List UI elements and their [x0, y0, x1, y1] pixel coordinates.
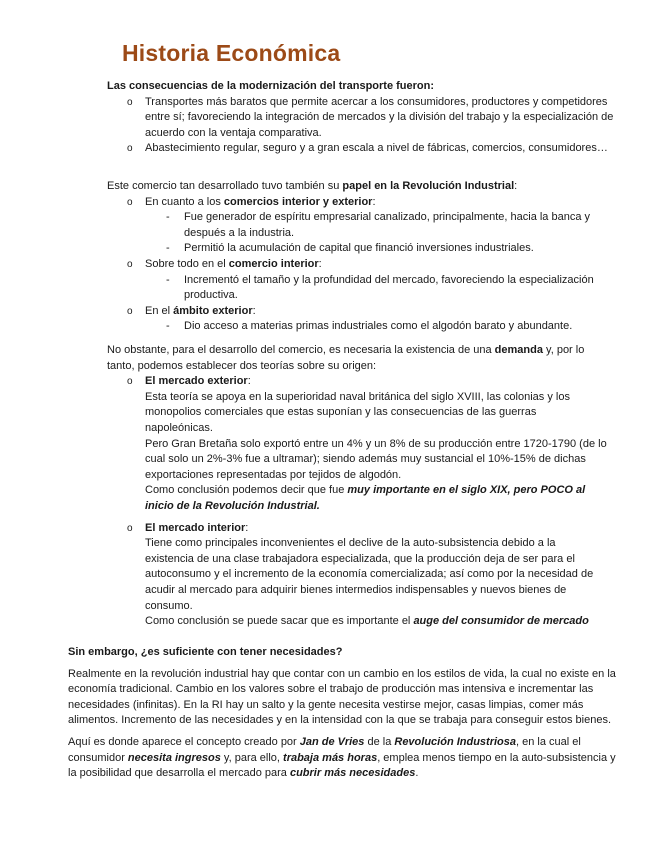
list-item: - Fue generador de espíritu empresarial canalizado, principalmente, hacia la banca y después a la industria. [107, 210, 627, 241]
demanda-list [107, 374, 607, 630]
list-item [107, 521, 607, 630]
ext-title: o El mercado exterior: [145, 375, 251, 388]
papel-sublist-3 [107, 319, 627, 335]
papel-list-3 [107, 304, 627, 320]
final-paragraph: Aquí es donde aparece el concepto creado por Jan de Vries de la Revolución Industriosa, en la cual el consumidor necesita ingresos y, para ello, trabaja más horas, emplea menos tiempo en la auto-subsistencia y la posibilidad que desarrolla el mercado para cubrir más necesidades. [68, 735, 616, 780]
realmente-paragraph: Realmente en la revolución industrial hay que contar con un cambio en los estilos de vida, la cual no existe en la economía tradicional. Cambio en los valores sobre el trabajo de producción mas intensiva e incrementar las necesidades (infinitas). En la RI hay un salto y la gente necesita vestirse mejor, casas limpias, comer más alimentos. Incremento de las necesidades y en la intensidad con la que se trabaja para conseguir estos bienes. [68, 667, 616, 727]
list-item: - Permitió la acumulación de capital que financió inversiones industriales. [107, 241, 627, 257]
list-item: o Abastecimiento regular, seguro y a gran escala a nivel de fábricas, comercios, consumidores… [107, 141, 627, 157]
intro-heading: Las consecuencias de la modernización del transporte fueron: [107, 80, 435, 92]
papel-paragraph: Este comercio tan desarrollado tuvo también su papel en la Revolución Industrial: [107, 180, 518, 192]
int-paragraph-1: Tiene como principales inconvenientes el declive de la auto-subsistencia debido a la existencia de una clase trabajadora especializada, que la producción deja de ser para el autoconsumo y el incremento de la economía comercializada; así como por la necesidad de acudir al mercado para adquirir bienes intermedios indispensables y nuevos bienes de consumo. [145, 537, 594, 612]
list-item: o Sobre todo en el comercio interior: [107, 257, 627, 273]
papel-list-2 [107, 257, 627, 273]
int-title: o El mercado interior: [145, 521, 249, 534]
list-item: o Transportes más baratos que permite acercar a los consumidores, productores y competidores entre sí; favoreciendo la integración de mercados y la división del trabajo y la especialización de acuerdo con la ventaja comparativa. [107, 95, 627, 142]
list-item [107, 374, 607, 514]
question-heading: Sin embargo, ¿es suficiente con tener necesidades? [68, 646, 343, 658]
papel-sublist-2 [107, 273, 627, 304]
ext-paragraph-2: Pero Gran Bretaña solo exportó entre un 4% y un 8% de su producción entre 1720-1790 (de lo cual solo un 2%-3% fue a ultramar); siendo además muy sustancial el 10%-15% de dichas exportaciones representadas por tejidos de algodón. [145, 437, 607, 481]
intro-section [107, 79, 627, 157]
papel-sublist-1 [107, 210, 627, 257]
list-item: o En cuanto a los comercios interior y exterior: [107, 195, 627, 211]
list-item: - Dio acceso a materias primas industriales como el algodón barato y abundante. [107, 319, 627, 335]
ext-paragraph-1: Esta teoría se apoya en la superioridad naval británica del siglo XVIII, las colonias y los monopolios comerciales que estas suponían y las consecuencias de las guerras napoleónicas. [145, 390, 570, 434]
ext-paragraph-3: Como conclusión podemos decir que fue muy importante en el siglo XIX, pero POCO al inicio de la Revolución Industrial. [145, 484, 586, 512]
demanda-paragraph: No obstante, para el desarrollo del comercio, es necesaria la existencia de una demanda y, por lo tanto, podemos establecer dos teorías sobre su origen: [107, 344, 585, 372]
papel-section [107, 179, 627, 335]
intro-list [107, 95, 627, 157]
closing-section [68, 645, 616, 782]
papel-list [107, 195, 627, 211]
int-paragraph-2: Como conclusión se puede sacar que es importante el auge del consumidor de mercado [145, 615, 589, 628]
list-item: o En el ámbito exterior: [107, 304, 627, 320]
page-title: Historia Económica [122, 40, 341, 66]
demanda-section [107, 343, 607, 630]
list-item: - Incrementó el tamaño y la profundidad del mercado, favoreciendo la especialización productiva. [107, 273, 627, 304]
